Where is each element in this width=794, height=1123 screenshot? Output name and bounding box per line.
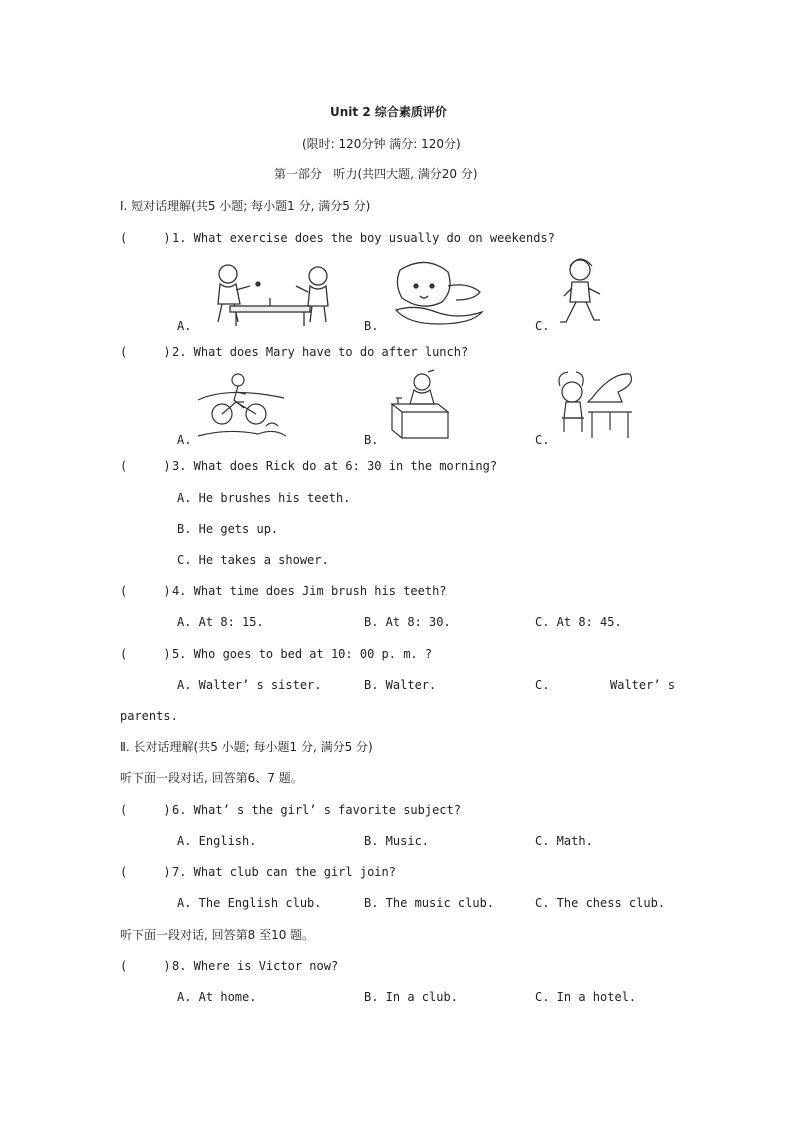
swimming-image bbox=[392, 256, 488, 326]
q4-option-b[interactable]: B. At 8: 30. bbox=[364, 615, 451, 629]
section2-intro-1: 听下面一段对话, 回答第6、7 题。 bbox=[120, 771, 303, 785]
part-heading: 第一部分 听力(共四大题, 满分20 分) bbox=[274, 167, 478, 181]
section1-heading: I. 短对话理解(共5 小题; 每小题1 分, 满分5 分) bbox=[120, 199, 371, 213]
section2-intro-2: 听下面一段对话, 回答第8 至10 题。 bbox=[120, 928, 315, 942]
page-title: Unit 2 综合素质评价 bbox=[330, 105, 447, 119]
q1-option-c[interactable]: C. bbox=[535, 319, 550, 333]
q5-option-b[interactable]: B. Walter. bbox=[364, 678, 437, 692]
q5-option-a[interactable]: A. Walter’ s sister. bbox=[177, 678, 322, 692]
q7-question: 7. What club can the girl join? bbox=[172, 865, 396, 879]
q6-option-c[interactable]: C. Math. bbox=[535, 834, 593, 848]
q5-option-c-text: Walter’ s bbox=[610, 678, 676, 692]
q4-question: 4. What time does Jim brush his teeth? bbox=[172, 584, 447, 598]
q2-option-c[interactable]: C. bbox=[535, 433, 550, 447]
piano-image bbox=[552, 368, 638, 442]
q1-option-b[interactable]: B. bbox=[364, 319, 379, 333]
q8-option-a[interactable]: A. At home. bbox=[177, 990, 257, 1004]
q3-answer-blank[interactable]: ( ) bbox=[120, 459, 171, 473]
cycling-image bbox=[196, 370, 288, 442]
q3-option-a[interactable]: A. He brushes his teeth. bbox=[177, 491, 351, 505]
q3-option-c[interactable]: C. He takes a shower. bbox=[177, 553, 329, 567]
q4-option-a[interactable]: A. At 8: 15. bbox=[177, 615, 264, 629]
q2-question: 2. What does Mary have to do after lunch? bbox=[172, 345, 469, 359]
q7-option-c[interactable]: C. The chess club. bbox=[535, 896, 666, 910]
q8-option-c[interactable]: C. In a hotel. bbox=[535, 990, 637, 1004]
q1-answer-blank[interactable]: ( ) bbox=[120, 231, 171, 245]
q7-answer-blank[interactable]: ( ) bbox=[120, 865, 171, 879]
ping-pong-image bbox=[206, 262, 334, 328]
q6-option-b[interactable]: B. Music. bbox=[364, 834, 430, 848]
q8-option-b[interactable]: B. In a club. bbox=[364, 990, 458, 1004]
time-limit: (限时: 120分钟 满分: 120分) bbox=[302, 137, 461, 151]
q8-question: 8. Where is Victor now? bbox=[172, 959, 339, 973]
q2-option-a[interactable]: A. bbox=[177, 433, 192, 447]
q5-answer-blank[interactable]: ( ) bbox=[120, 647, 171, 661]
q8-answer-blank[interactable]: ( ) bbox=[120, 959, 171, 973]
q2-answer-blank[interactable]: ( ) bbox=[120, 345, 171, 359]
q3-question: 3. What does Rick do at 6: 30 in the morning? bbox=[172, 459, 498, 473]
q4-option-c[interactable]: C. At 8: 45. bbox=[535, 615, 622, 629]
q6-option-a[interactable]: A. English. bbox=[177, 834, 257, 848]
q6-question: 6. What’ s the girl’ s favorite subject? bbox=[172, 803, 461, 817]
homework-desk-image bbox=[388, 368, 452, 442]
q5-question: 5. Who goes to bed at 10: 00 p. m. ? bbox=[172, 647, 433, 661]
q3-option-b[interactable]: B. He gets up. bbox=[177, 522, 279, 536]
q7-option-a[interactable]: A. The English club. bbox=[177, 896, 322, 910]
q1-option-a[interactable]: A. bbox=[177, 319, 192, 333]
running-image bbox=[556, 256, 604, 330]
q6-answer-blank[interactable]: ( ) bbox=[120, 803, 171, 817]
q2-option-b[interactable]: B. bbox=[364, 433, 379, 447]
q5-option-c-wrap: parents. bbox=[120, 709, 178, 723]
q4-answer-blank[interactable]: ( ) bbox=[120, 584, 171, 598]
q7-option-b[interactable]: B. The music club. bbox=[364, 896, 495, 910]
q5-option-c[interactable]: C. bbox=[535, 678, 550, 692]
q1-question: 1. What exercise does the boy usually do on weekends? bbox=[172, 231, 555, 245]
section2-heading: Ⅱ. 长对话理解(共5 小题; 每小题1 分, 满分5 分) bbox=[120, 740, 373, 754]
